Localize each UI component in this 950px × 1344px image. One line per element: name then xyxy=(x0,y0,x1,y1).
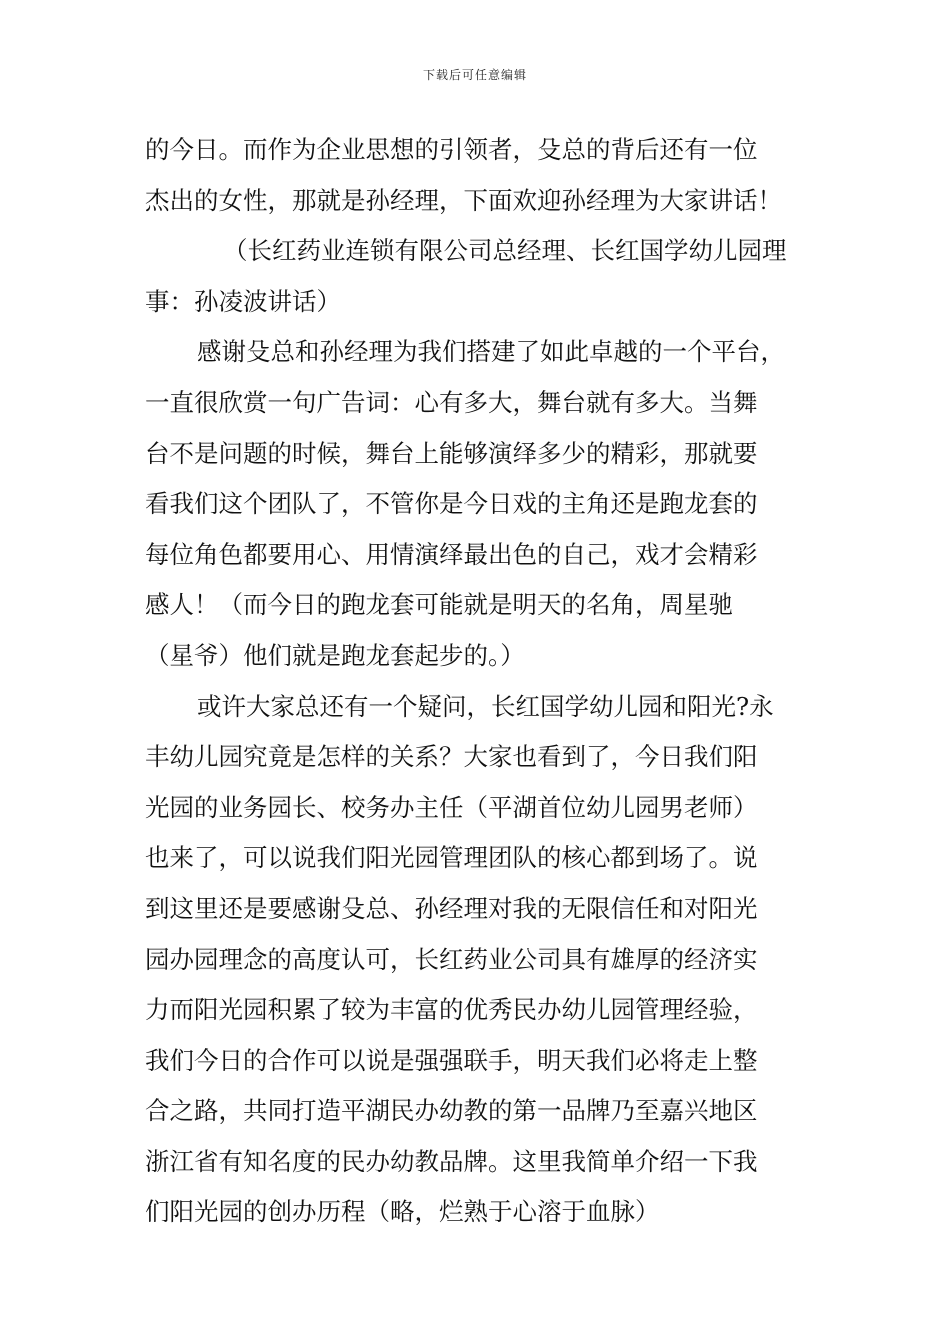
text-line: 一直很欣赏一句广告词：心有多大，舞台就有多大。当舞 xyxy=(145,387,758,417)
text-line: （星爷）他们就是跑龙套起步的。） xyxy=(145,640,525,670)
text-line: 到这里还是要感谢殳总、孙经理对我的无限信任和对阳光 xyxy=(145,893,758,923)
text-line: 光园的业务园长、校务办主任（平湖首位幼儿园男老师） xyxy=(145,792,758,822)
text-line: 每位角色都要用心、用情演绎最出色的自己，戏才会精彩 xyxy=(145,539,758,569)
text-line: 浙江省有知名度的民办幼教品牌。这里我简单介绍一下我 xyxy=(145,1146,758,1176)
text-line: 园办园理念的高度认可，长红药业公司具有雄厚的经济实 xyxy=(145,944,758,974)
text-line: 感人！（而今日的跑龙套可能就是明天的名角，周星驰 xyxy=(145,590,733,620)
text-line: （长红药业连锁有限公司总经理、长红国学幼儿园理 xyxy=(223,236,787,266)
text-line: 力而阳光园积累了较为丰富的优秀民办幼儿园管理经验， xyxy=(145,995,758,1025)
header-note: 下载后可任意编辑 xyxy=(422,68,527,82)
text-line: 合之路，共同打造平湖民办幼教的第一品牌乃至嘉兴地区 xyxy=(145,1096,758,1126)
text-line: 或许大家总还有一个疑问，长红国学幼儿园和阳光?永 xyxy=(197,691,774,721)
text-line: 我们今日的合作可以说是强强联手，明天我们必将走上整 xyxy=(145,1045,758,1075)
text-line: 们阳光园的创办历程（略，烂熟于心溶于血脉） xyxy=(145,1197,660,1227)
text-line: 看我们这个团队了，不管你是今日戏的主角还是跑龙套的 xyxy=(145,489,758,519)
body-text xyxy=(145,125,815,1238)
text-line: 的今日。而作为企业思想的引领者，殳总的背后还有一位 xyxy=(145,135,758,164)
text-line: 也来了，可以说我们阳光园管理团队的核心都到场了。说 xyxy=(145,843,758,873)
text-line: 事：孙凌波讲话） xyxy=(145,286,341,316)
text-line: 杰出的女性，那就是孙经理，下面欢迎孙经理为大家讲话！ xyxy=(145,185,782,215)
text-line: 感谢殳总和孙经理为我们搭建了如此卓越的一个平台， xyxy=(197,337,785,367)
text-line: 丰幼儿园究竟是怎样的关系？大家也看到了，今日我们阳 xyxy=(145,742,758,772)
text-line: 台不是问题的时候，舞台上能够演绎多少的精彩，那就要 xyxy=(145,438,758,468)
